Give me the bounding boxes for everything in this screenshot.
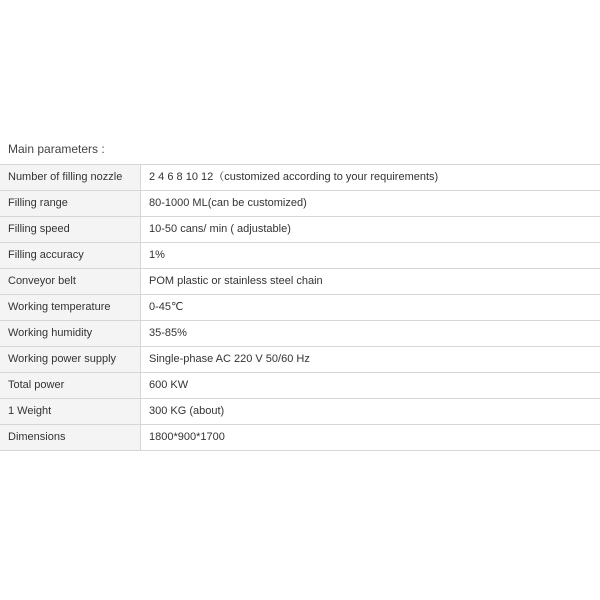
parameter-value: 35-85%	[141, 321, 600, 347]
parameter-label: Dimensions	[0, 425, 141, 451]
parameter-label: Filling speed	[0, 217, 141, 243]
parameter-value: Single-phase AC 220 V 50/60 Hz	[141, 347, 600, 373]
table-row	[0, 295, 600, 321]
parameter-label: 1 Weight	[0, 399, 141, 425]
parameter-value: 1800*900*1700	[141, 425, 600, 451]
parameters-table	[0, 164, 600, 451]
parameter-label: Working temperature	[0, 295, 141, 321]
parameter-value: 0-45℃	[141, 295, 600, 321]
table-row	[0, 347, 600, 373]
table-row	[0, 269, 600, 295]
section-heading-text: Main parameters :	[8, 142, 105, 156]
parameter-label: Working humidity	[0, 321, 141, 347]
section-heading	[0, 138, 600, 164]
parameter-value: 10-50 cans/ min ( adjustable)	[141, 217, 600, 243]
table-row	[0, 217, 600, 243]
table-row	[0, 321, 600, 347]
parameter-value: 1%	[141, 243, 600, 269]
parameter-label: Conveyor belt	[0, 269, 141, 295]
parameter-label: Filling accuracy	[0, 243, 141, 269]
parameter-value: 80-1000 ML(can be customized)	[141, 191, 600, 217]
table-row	[0, 243, 600, 269]
parameter-label: Number of filling nozzle	[0, 165, 141, 191]
parameter-label: Working power supply	[0, 347, 141, 373]
parameter-value: POM plastic or stainless steel chain	[141, 269, 600, 295]
table-row	[0, 191, 600, 217]
table-row	[0, 425, 600, 451]
table-row	[0, 373, 600, 399]
parameter-value: 2 4 6 8 10 12（customized according to your requirements)	[141, 165, 600, 191]
parameter-label: Total power	[0, 373, 141, 399]
parameter-value: 600 KW	[141, 373, 600, 399]
table-row	[0, 165, 600, 191]
parameter-label: Filling range	[0, 191, 141, 217]
table-row	[0, 399, 600, 425]
parameter-value: 300 KG (about)	[141, 399, 600, 425]
